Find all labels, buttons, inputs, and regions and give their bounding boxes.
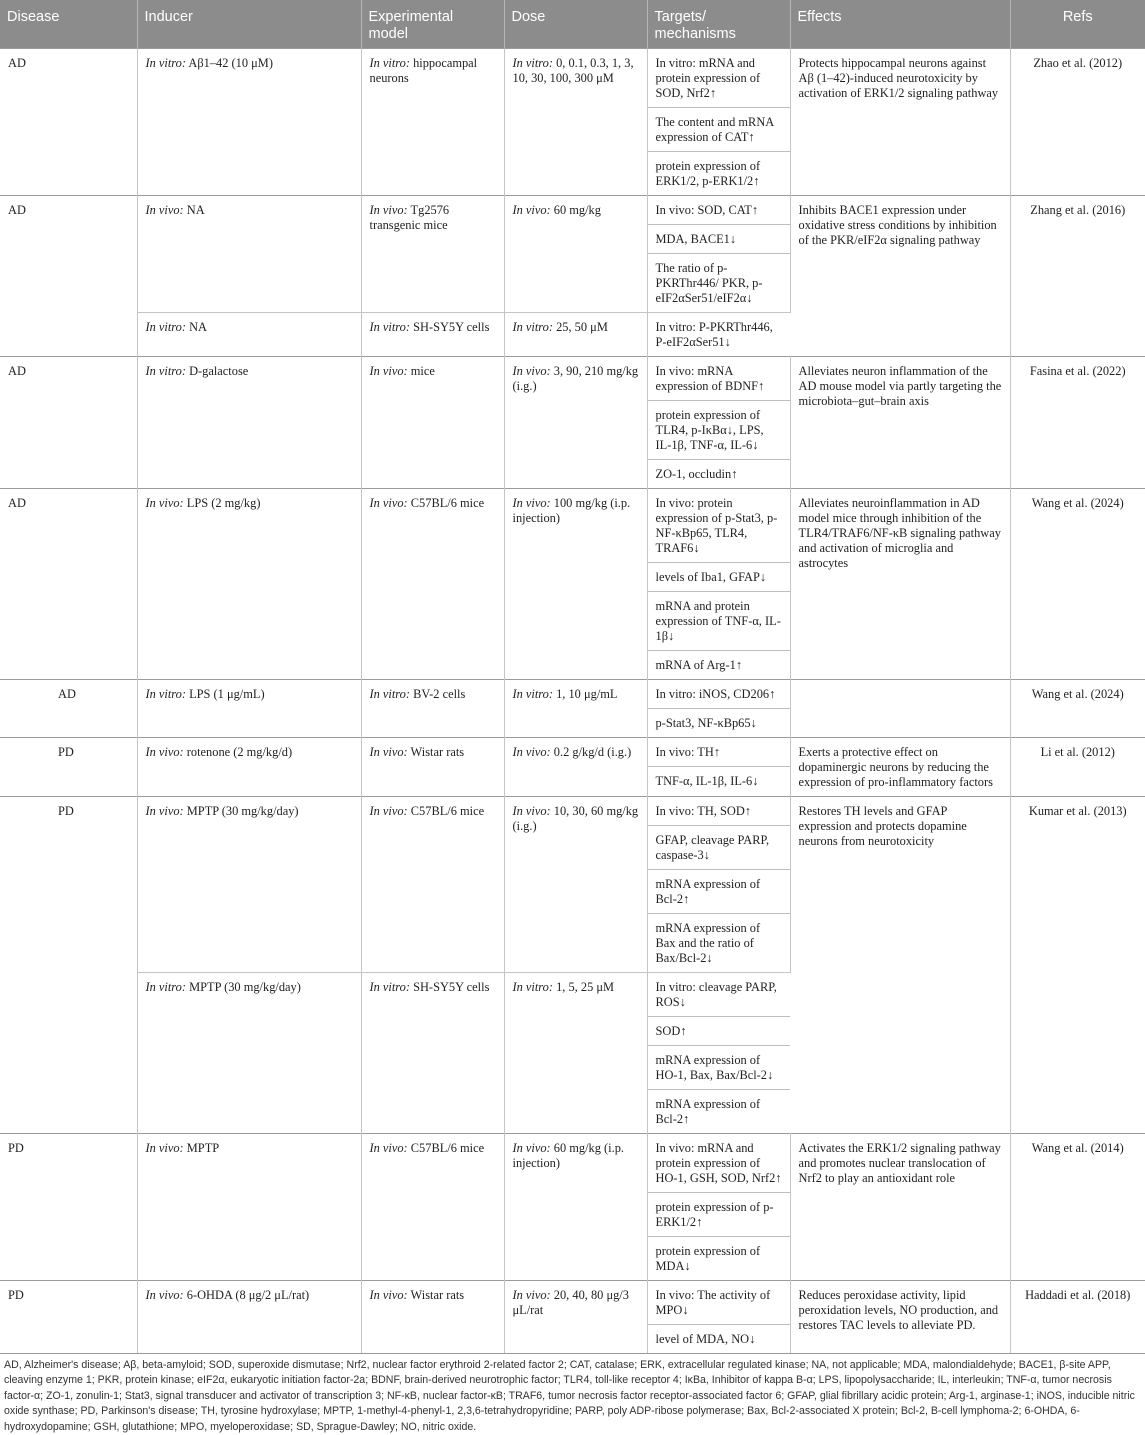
model-text: Wistar rats [408, 745, 464, 759]
dose-text: 100 mg/kg (i.p. injection) [513, 496, 631, 525]
model [362, 738, 504, 766]
model-label: In vivo: [370, 804, 408, 818]
dose-cell [504, 797, 647, 973]
target-item: In vitro: mRNA and protein expression of SOD, Nrf2↑ [648, 49, 790, 108]
model-label: In vivo: [370, 364, 408, 378]
inducer [138, 489, 361, 517]
inducer [138, 973, 361, 1001]
target-item: In vivo: The activity of MPO↓ [648, 1281, 790, 1325]
model-cell [361, 738, 504, 797]
dose-cell [504, 357, 647, 489]
header-row [0, 0, 1145, 49]
header-cell: Dose [504, 0, 647, 49]
targets-cell [647, 1134, 790, 1281]
ref-text: Wang et al. (2024) [1011, 680, 1145, 709]
inducer-cell [137, 1281, 361, 1354]
dose-label: In vitro: [513, 56, 554, 70]
ref-text: Li et al. (2012) [1011, 738, 1145, 767]
header-cell: Experimental model [361, 0, 504, 49]
inducer-text: LPS (1 μg/mL) [186, 687, 265, 701]
model-text: C57BL/6 mice [408, 804, 484, 818]
ref-text: Haddadi et al. (2018) [1011, 1281, 1145, 1310]
model-cell [361, 196, 504, 313]
targets-cell [647, 313, 790, 357]
model-label: In vitro: [370, 320, 411, 334]
target-item: protein expression of TLR4, p-IκBα↓, LPS, IL-1β, TNF-α, IL-6↓ [648, 401, 790, 460]
target-item: TNF-α, IL-1β, IL-6↓ [648, 767, 790, 795]
disease-text: PD [0, 1281, 137, 1309]
dose [505, 797, 647, 840]
inducer-label: In vitro: [146, 56, 187, 70]
targets-cell [647, 357, 790, 489]
disease-text: PD [0, 738, 137, 766]
inducer-label: In vitro: [146, 687, 187, 701]
model-label: In vivo: [370, 1288, 408, 1302]
target-item: In vitro: P-PKRThr446, P-eIF2αSer51↓ [648, 313, 791, 356]
target-item: MDA, BACE1↓ [648, 225, 790, 254]
model-text: hippocampal neurons [370, 56, 478, 85]
dose-label: In vivo: [513, 364, 551, 378]
ref-text: Kumar et al. (2013) [1011, 797, 1145, 826]
dose-text: 1, 5, 25 μM [553, 980, 614, 994]
inducer [138, 1281, 361, 1309]
header-cell: Effects [790, 0, 1010, 49]
effects-text: Reduces peroxidase activity, lipid peroxidation levels, NO production, and restores TAC levels to alleviate PD. [791, 1281, 1010, 1339]
target-item: ZO-1, occludin↑ [648, 460, 790, 488]
disease-cell [0, 49, 137, 196]
ref-text: Zhang et al. (2016) [1011, 196, 1145, 225]
inducer [138, 738, 361, 766]
effects-text: Exerts a protective effect on dopaminergic neurons by reducing the expression of pro-inflammatory factors [791, 738, 1010, 796]
inducer-cell [137, 313, 361, 357]
dose [505, 313, 647, 341]
disease-cell [0, 196, 137, 313]
inducer-cell [137, 196, 361, 313]
targets-cell [647, 1281, 790, 1354]
dose-text: 25, 50 μM [553, 320, 608, 334]
ref-cell [1010, 357, 1145, 489]
dose-label: In vivo: [513, 745, 551, 759]
inducer-text: Aβ1–42 (10 μM) [186, 56, 273, 70]
dose-label: In vitro: [513, 320, 554, 334]
target-item: mRNA and protein expression of TNF-α, IL-1β↓ [648, 592, 790, 651]
model-cell [361, 49, 504, 196]
effects-text: Restores TH levels and GFAP expression and protects dopamine neurons from neurotoxicity [791, 797, 1010, 855]
target-item: mRNA expression of Bax and the ratio of Bax/Bcl-2↓ [648, 914, 790, 972]
dose-label: In vivo: [513, 1141, 551, 1155]
disease-cell [0, 738, 137, 797]
model [362, 313, 504, 341]
table-row [0, 1281, 1145, 1354]
ref-text: Zhao et al. (2012) [1011, 49, 1145, 78]
model-label: In vitro: [370, 687, 411, 701]
dose-cell [504, 1281, 647, 1354]
model-text: SH-SY5Y cells [410, 320, 489, 334]
inducer [138, 49, 361, 77]
inducer-label: In vivo: [146, 804, 184, 818]
disease-cell [0, 973, 137, 1134]
table-body [0, 49, 1145, 1354]
inducer [138, 196, 361, 224]
ref-cell [1010, 1281, 1145, 1354]
ref-text: Wang et al. (2014) [1011, 1134, 1145, 1163]
inducer-cell [137, 49, 361, 196]
effects-cell [790, 1281, 1010, 1354]
ref-cell [1010, 797, 1145, 1134]
target-item: levels of Iba1, GFAP↓ [648, 563, 790, 592]
dose-cell [504, 489, 647, 680]
target-item: In vivo: TH, SOD↑ [648, 797, 790, 826]
target-item: level of MDA, NO↓ [648, 1325, 790, 1353]
ref-cell [1010, 489, 1145, 680]
ref-text: Fasina et al. (2022) [1011, 357, 1145, 386]
table-row [0, 797, 1145, 973]
target-item: mRNA of Arg-1↑ [648, 651, 790, 679]
model-cell [361, 797, 504, 973]
effects-text: Inhibits BACE1 expression under oxidative stress conditions by inhibition of the PKR/eIF2α signaling pathway [791, 196, 1010, 254]
targets-cell [647, 196, 790, 313]
model [362, 49, 504, 92]
target-item: The ratio of p-PKRThr446/ PKR, p-eIF2αSer51/eIF2α↓ [648, 254, 790, 312]
model [362, 680, 504, 708]
disease-text: PD [0, 797, 137, 825]
inducer-cell [137, 738, 361, 797]
inducer-text: LPS (2 mg/kg) [184, 496, 261, 510]
dose-cell [504, 49, 647, 196]
dose-cell [504, 973, 647, 1134]
target-item: mRNA expression of HO-1, Bax, Bax/Bcl-2↓ [648, 1046, 791, 1090]
model [362, 196, 504, 239]
model-text: C57BL/6 mice [408, 496, 484, 510]
effects-text [791, 680, 1010, 693]
disease-cell [0, 357, 137, 489]
model [362, 973, 504, 1001]
dose [505, 973, 647, 1001]
disease-cell [0, 489, 137, 680]
dose-label: In vivo: [513, 1288, 551, 1302]
model [362, 489, 504, 517]
table-row [0, 196, 1145, 313]
dose [505, 357, 647, 400]
target-item: In vitro: iNOS, CD206↑ [648, 680, 790, 709]
dose-label: In vitro: [513, 980, 554, 994]
table-row [0, 489, 1145, 680]
targets-cell [647, 49, 790, 196]
inducer-label: In vitro: [146, 980, 187, 994]
model-label: In vitro: [370, 56, 411, 70]
target-item: In vivo: mRNA and protein expression of HO-1, GSH, SOD, Nrf2↑ [648, 1134, 790, 1193]
effects-text: Protects hippocampal neurons against Aβ (1–42)-induced neurotoxicity by activation of ERK1/2 signaling pathway [791, 49, 1010, 107]
dose-text: 3, 90, 210 mg/kg (i.g.) [513, 364, 639, 393]
dose-text: 0, 0.1, 0.3, 1, 3, 10, 30, 100, 300 μM [513, 56, 634, 85]
target-item: The content and mRNA expression of CAT↑ [648, 108, 790, 152]
inducer-text: MPTP (30 mg/kg/day) [184, 804, 299, 818]
inducer-cell [137, 797, 361, 973]
header-cell: Disease [0, 0, 137, 49]
model-label: In vivo: [370, 1141, 408, 1155]
inducer-cell [137, 357, 361, 489]
header-cell: Refs [1010, 0, 1145, 49]
disease-text [0, 313, 137, 326]
target-item: p-Stat3, NF-κBp65↓ [648, 709, 790, 737]
dose-cell [504, 1134, 647, 1281]
table-row [0, 49, 1145, 196]
target-item: protein expression of ERK1/2, p-ERK1/2↑ [648, 152, 790, 195]
model-cell [361, 1134, 504, 1281]
disease-text: PD [0, 1134, 137, 1162]
ref-cell [1010, 196, 1145, 357]
dose [505, 489, 647, 532]
model-label: In vivo: [370, 203, 408, 217]
inducer-label: In vivo: [146, 1141, 184, 1155]
inducer-text: NA [184, 203, 205, 217]
target-item: mRNA expression of Bcl-2↑ [648, 870, 790, 914]
dose [505, 1281, 647, 1324]
dose-cell [504, 738, 647, 797]
model-text: Tg2576 transgenic mice [370, 203, 450, 232]
disease-text: AD [0, 680, 137, 708]
effects-cell [790, 357, 1010, 489]
disease-text: AD [0, 489, 137, 517]
inducer [138, 797, 361, 825]
ref-cell [1010, 49, 1145, 196]
dose [505, 49, 647, 92]
inducer-text: rotenone (2 mg/kg/d) [184, 745, 292, 759]
model [362, 1134, 504, 1162]
inducer-text: MPTP [184, 1141, 219, 1155]
target-item: SOD↑ [648, 1017, 791, 1046]
effects-cell [790, 738, 1010, 797]
targets-cell [647, 797, 790, 973]
model-cell [361, 489, 504, 680]
inducer-label: In vivo: [146, 1288, 184, 1302]
target-item: In vitro: cleavage PARP, ROS↓ [648, 973, 791, 1017]
inducer-label: In vivo: [146, 203, 184, 217]
inducer [138, 313, 361, 341]
model [362, 357, 504, 385]
model-text: Wistar rats [408, 1288, 464, 1302]
effects-cell [790, 489, 1010, 680]
inducer [138, 680, 361, 708]
disease-cell [0, 313, 137, 357]
table-footnote: AD, Alzheimer's disease; Aβ, beta-amyloid; SOD, superoxide dismutase; Nrf2, nuclear factor erythroid 2-related factor 2; CAT, catalase; ERK, extracellular regulated kinase; NA, not applicable; MDA, malondialdehyde; BACE1, β-site APP, cleaving enzyme 1; PKR, protein kinase; eIF2α, eukaryotic initiation factor-2a; BDNF, brain-derived neurotrophic factor; TLR4, toll-like receptor 4; IκBa, Inhibitor of kappa B-α; LPS, lipopolysaccharide; IL, interleukin; TNF-α, tumor necrosis factor-α; ZO-1, zonulin-1; Stat3, signal transducer and activator of transcription 3; NF-κB, nuclear factor-κB; TRAF6, tumor necrosis factor receptor-associated factor 6; GFAP, glial fibrillary acidic protein; Arg-1, arginase-1; iNOS, inducible nitric oxide synthase; PD, Parkinson's disease; TH, tyrosine hydroxylase; MPTP, 1-methyl-4-phenyl-1, 2,3,6-tetrahydropyridine; PARP, poly ADP-ribose polymerase; Bax, Bcl-2-associated X protein; Bcl-2, B-cell lymphoma-2; 6-OHDA, 6-hydroxydopamine; GSH, glutathione; MPO, myeloperoxidase; SD, Sprague-Dawley; NO, nitric oxide. [0, 1353, 1145, 1435]
inducer-text: D-galactose [186, 364, 248, 378]
dose-cell [504, 680, 647, 738]
dose-text: 60 mg/kg [551, 203, 601, 217]
dose-label: In vivo: [513, 496, 551, 510]
ref-cell [1010, 680, 1145, 738]
table-row [0, 738, 1145, 797]
inducer-label: In vitro: [146, 364, 187, 378]
model-text: BV-2 cells [410, 687, 465, 701]
target-item: In vivo: protein expression of p-Stat3, p-NF-κBp65, TLR4, TRAF6↓ [648, 489, 790, 563]
ref-text: Wang et al. (2024) [1011, 489, 1145, 518]
target-item: In vivo: SOD, CAT↑ [648, 196, 790, 225]
header-cell: Targets/ mechanisms [647, 0, 790, 49]
table-row [0, 357, 1145, 489]
disease-text: AD [0, 196, 137, 224]
header-cell: Inducer [137, 0, 361, 49]
inducer-cell [137, 1134, 361, 1281]
model [362, 1281, 504, 1309]
inducer-label: In vitro: [146, 320, 187, 334]
target-item: protein expression of MDA↓ [648, 1237, 790, 1280]
disease-text: AD [0, 49, 137, 77]
inducer-text: MPTP (30 mg/kg/day) [186, 980, 301, 994]
targets-cell [647, 973, 790, 1134]
inducer-label: In vivo: [146, 496, 184, 510]
model-cell [361, 680, 504, 738]
inducer-text: 6-OHDA (8 μg/2 μL/rat) [184, 1288, 309, 1302]
dose-label: In vivo: [513, 203, 551, 217]
model-cell [361, 973, 504, 1134]
model-cell [361, 313, 504, 357]
model-label: In vivo: [370, 496, 408, 510]
dose [505, 1134, 647, 1177]
model-cell [361, 357, 504, 489]
dose-text: 60 mg/kg (i.p. injection) [513, 1141, 625, 1170]
disease-cell [0, 797, 137, 973]
inducer-cell [137, 973, 361, 1134]
effects-text: Activates the ERK1/2 signaling pathway and promotes nuclear translocation of Nrf2 to play an antioxidant role [791, 1134, 1010, 1192]
effects-cell [790, 49, 1010, 196]
targets-cell [647, 680, 790, 738]
model-cell [361, 1281, 504, 1354]
effects-text: Alleviates neuron inflammation of the AD mouse model via partly targeting the microbiota–gut–brain axis [791, 357, 1010, 415]
target-item: In vivo: mRNA expression of BDNF↑ [648, 357, 790, 401]
disease-cell [0, 1134, 137, 1281]
inducer-cell [137, 489, 361, 680]
dose [505, 196, 647, 224]
effects-cell [790, 797, 1010, 1134]
dose-cell [504, 313, 647, 357]
targets-cell [647, 489, 790, 680]
effects-text: Alleviates neuroinflammation in AD model mice through inhibition of the TLR4/TRAF6/NF-κB signaling pathway and activation of microglia and astrocytes [791, 489, 1010, 577]
disease-text [0, 973, 137, 986]
disease-text: AD [0, 357, 137, 385]
target-item: In vivo: TH↑ [648, 738, 790, 767]
model-text: SH-SY5Y cells [410, 980, 489, 994]
dose-cell [504, 196, 647, 313]
effects-cell [790, 196, 1010, 357]
target-item: GFAP, cleavage PARP, caspase-3↓ [648, 826, 790, 870]
dose-text: 0.2 g/kg/d (i.g.) [551, 745, 632, 759]
disease-cell [0, 680, 137, 738]
target-item: mRNA expression of Bcl-2↑ [648, 1090, 791, 1133]
model-text: C57BL/6 mice [408, 1141, 484, 1155]
dose-text: 10, 30, 60 mg/kg (i.g.) [513, 804, 639, 833]
inducer-label: In vivo: [146, 745, 184, 759]
inducer-text: NA [186, 320, 207, 334]
model-label: In vivo: [370, 745, 408, 759]
targets-cell [647, 738, 790, 797]
ref-cell [1010, 1134, 1145, 1281]
dose [505, 738, 647, 766]
effects-cell [790, 680, 1010, 738]
inducer [138, 357, 361, 385]
model-label: In vitro: [370, 980, 411, 994]
table-row [0, 680, 1145, 738]
disease-cell [0, 1281, 137, 1354]
dose-label: In vitro: [513, 687, 554, 701]
inducer [138, 1134, 361, 1162]
dose-text: 20, 40, 80 μg/3 μL/rat [513, 1288, 629, 1317]
effects-cell [790, 1134, 1010, 1281]
target-item: protein expression of p-ERK1/2↑ [648, 1193, 790, 1237]
dose-label: In vivo: [513, 804, 551, 818]
model-text: mice [408, 364, 435, 378]
model [362, 797, 504, 825]
table-row [0, 1134, 1145, 1281]
dose-text: 1, 10 μg/mL [553, 687, 617, 701]
inducer-cell [137, 680, 361, 738]
ref-cell [1010, 738, 1145, 797]
dose [505, 680, 647, 708]
